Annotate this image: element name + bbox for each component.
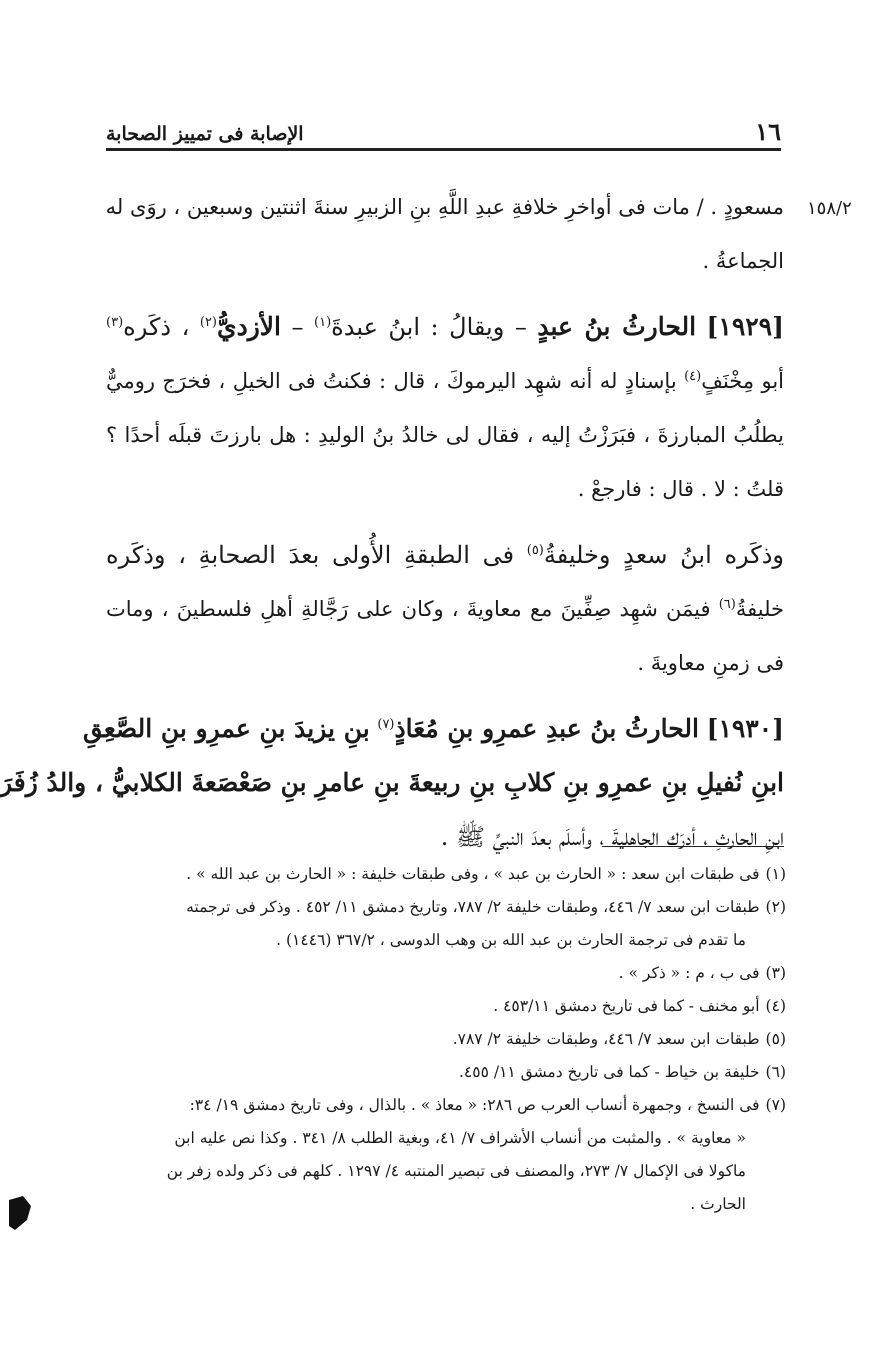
- footnote-line: [106, 1089, 786, 1122]
- body-line: قلتُ : لا . قال : فارجعْ .: [577, 477, 784, 501]
- footnote-line: [106, 1155, 786, 1188]
- body-text: –: [291, 313, 304, 341]
- footnote-text: ماكولا فى الإكمال ٧/ ٢٧٣، والمصنف فى تبصير المنتبه ٤/ ١٢٩٧ . كلهم فى ذكر ولده زفر بن: [166, 1162, 746, 1180]
- running-title: الإصابة فى تمييز الصحابة: [106, 123, 304, 145]
- footnote-text: أبو مخنف - كما فى تاريخ دمشق ٤٥٣/١١ .: [493, 997, 760, 1015]
- body-text: – ويقالُ : ابنُ عبدةَ: [331, 313, 527, 341]
- page-number: ١٦: [755, 117, 781, 146]
- footnote-line: [106, 990, 786, 1023]
- body-line: فى زمنِ معاويةَ .: [637, 651, 784, 675]
- footnote-ref: (١): [314, 315, 332, 330]
- body-text: بإسنادٍ له أنه شهِد اليرموكَ ، قال : فكنتُ فى الخيلِ ، فخرَج روميٌّ: [106, 369, 677, 393]
- footnote-text: فى النسخ ، وجمهرة أنساب العرب ص ٢٨٦: « معاذ » . بالذال ، وفى تاريخ دمشق ١٩/ ٣٤:: [189, 1096, 760, 1114]
- body-text: أبو مِخْنَفٍ: [701, 369, 784, 393]
- footnote-text: الحارث .: [690, 1195, 746, 1213]
- footnote-number: (١): [765, 865, 786, 883]
- footnote-line: [106, 1056, 786, 1089]
- margin-volume-page-reference: ١٥٨/٢: [807, 198, 852, 219]
- entry-1929-heading: [106, 300, 784, 354]
- body-text: وذكَره ابنُ سعدٍ وخليفةُ: [543, 541, 784, 569]
- footnote-ref: (٢): [199, 315, 217, 330]
- entry-name: الحارثُ بنُ عبدِ عمرِو بنِ مُعَاذٍ: [394, 714, 699, 743]
- body-line: [106, 354, 784, 408]
- footnote-line: [106, 1122, 786, 1155]
- footnote-text: ما تقدم فى ترجمة الحارث بن عبد الله بن وهب الدوسى ، ٣٦٧/٢ (١٤٤٦) .: [276, 931, 746, 949]
- footnote-number: (٤): [765, 997, 786, 1015]
- footnotes: [106, 858, 786, 1221]
- footnote-text: فى طبقات ابن سعد : « الحارث بن عبد » ، وفى طبقات خليفة : « الحارث بن عبد الله » .: [186, 865, 760, 883]
- footnote-ref: (٧): [377, 717, 395, 732]
- scan-ink-mark: [9, 1196, 31, 1230]
- footnote-ref: (٣): [106, 315, 124, 330]
- footnote-line: [106, 924, 786, 957]
- body-line: [0, 756, 784, 810]
- footnote-number: (٥): [765, 1030, 786, 1048]
- footnote-number: (٣): [765, 964, 786, 982]
- footnote-text: طبقات ابن سعد ٧/ ٤٤٦، وطبقات خليفة ٢/ ٧٨٧، وتاريخ دمشق ١١/ ٤٥٢ . وذكر فى ترجمته: [186, 898, 760, 916]
- footnote-number: (٧): [765, 1096, 786, 1114]
- body-line: مسعودٍ . / مات فى أواخرِ خلافةِ عبدِ اللَّهِ بنِ الزبيرِ سنةَ اثنتين وسبعين ، روَى له: [105, 195, 784, 219]
- footnote-ref: (٤): [684, 369, 702, 384]
- footnote-text: فى ب ، م : « ذكر » .: [618, 964, 760, 982]
- footnote-ref: (٦): [718, 597, 736, 612]
- footnote-line: [106, 858, 786, 891]
- body-line: [106, 528, 784, 582]
- footnote-line: [106, 891, 786, 924]
- footnote-text: « معاوية » . والمثبت من أنساب الأشراف ٧/ ٤١، وبغية الطلب ٨/ ٣٤١ . وكذا نص عليه ابن: [174, 1129, 746, 1147]
- body-line: ابنِ الحارثِ ، أدرَك الجاهليةَ ، وأسلَم بعدَ النبيِّ ﷺ .: [440, 823, 784, 851]
- footnote-number: (٦): [765, 1063, 786, 1081]
- entry-nisba: الأزديُّ: [217, 312, 281, 341]
- entry-lineage: ابنِ نُفيلِ بنِ عمرِو بنِ كلابِ بنِ ربيعةَ بنِ عامرِ بنِ صَعْصَعةَ الكلابيُّ ، والدُ زُفَرَ: [0, 768, 784, 797]
- main-text: [0, 180, 784, 864]
- body-line: [106, 582, 784, 636]
- footnote-line: [106, 957, 786, 990]
- footnote-text: طبقات ابن سعد ٧/ ٤٤٦، وطبقات خليفة ٢/ ٧٨٧.: [452, 1030, 760, 1048]
- footnote-text: خليفة بن خياط - كما فى تاريخ دمشق ١١/ ٤٥٥.: [458, 1063, 760, 1081]
- footnote-ref: (٥): [526, 543, 544, 558]
- footnote-number: (٢): [765, 898, 786, 916]
- entry-number: [١٩٣٠]: [706, 714, 784, 743]
- entry-name-cont: بنِ يزيدَ بنِ عمرِو بنِ الصَّعِقِ: [83, 714, 370, 743]
- body-text: ، ذكَره: [123, 313, 190, 341]
- footnote-line: [106, 1188, 786, 1221]
- page-header: [106, 104, 781, 144]
- body-line: يطلُبُ المبارزةَ ، فبَرَزْتُ إليه ، فقال لى خالدُ بنُ الوليدِ : هل بارزتَ قبلَه أحدًا ؟: [106, 423, 784, 447]
- entry-number: [١٩٢٩]: [706, 312, 784, 341]
- entry-name: الحارثُ بنُ عبدٍ: [537, 312, 697, 341]
- footnote-line: [106, 1023, 786, 1056]
- header-rule: [106, 148, 781, 151]
- entry-1930-heading: [83, 702, 784, 756]
- body-text: خليفةُ: [735, 597, 784, 621]
- body-text: فيمَن شهِد صِفِّينَ مع معاويةَ ، وكان على رَجَّالةِ أهلِ فلسطينَ ، ومات: [106, 597, 711, 621]
- body-line: الجماعةُ .: [702, 249, 784, 273]
- footnote-rule: [602, 846, 784, 847]
- body-text: فى الطبقةِ الأُولى بعدَ الصحابةِ ، وذكَره: [106, 541, 515, 569]
